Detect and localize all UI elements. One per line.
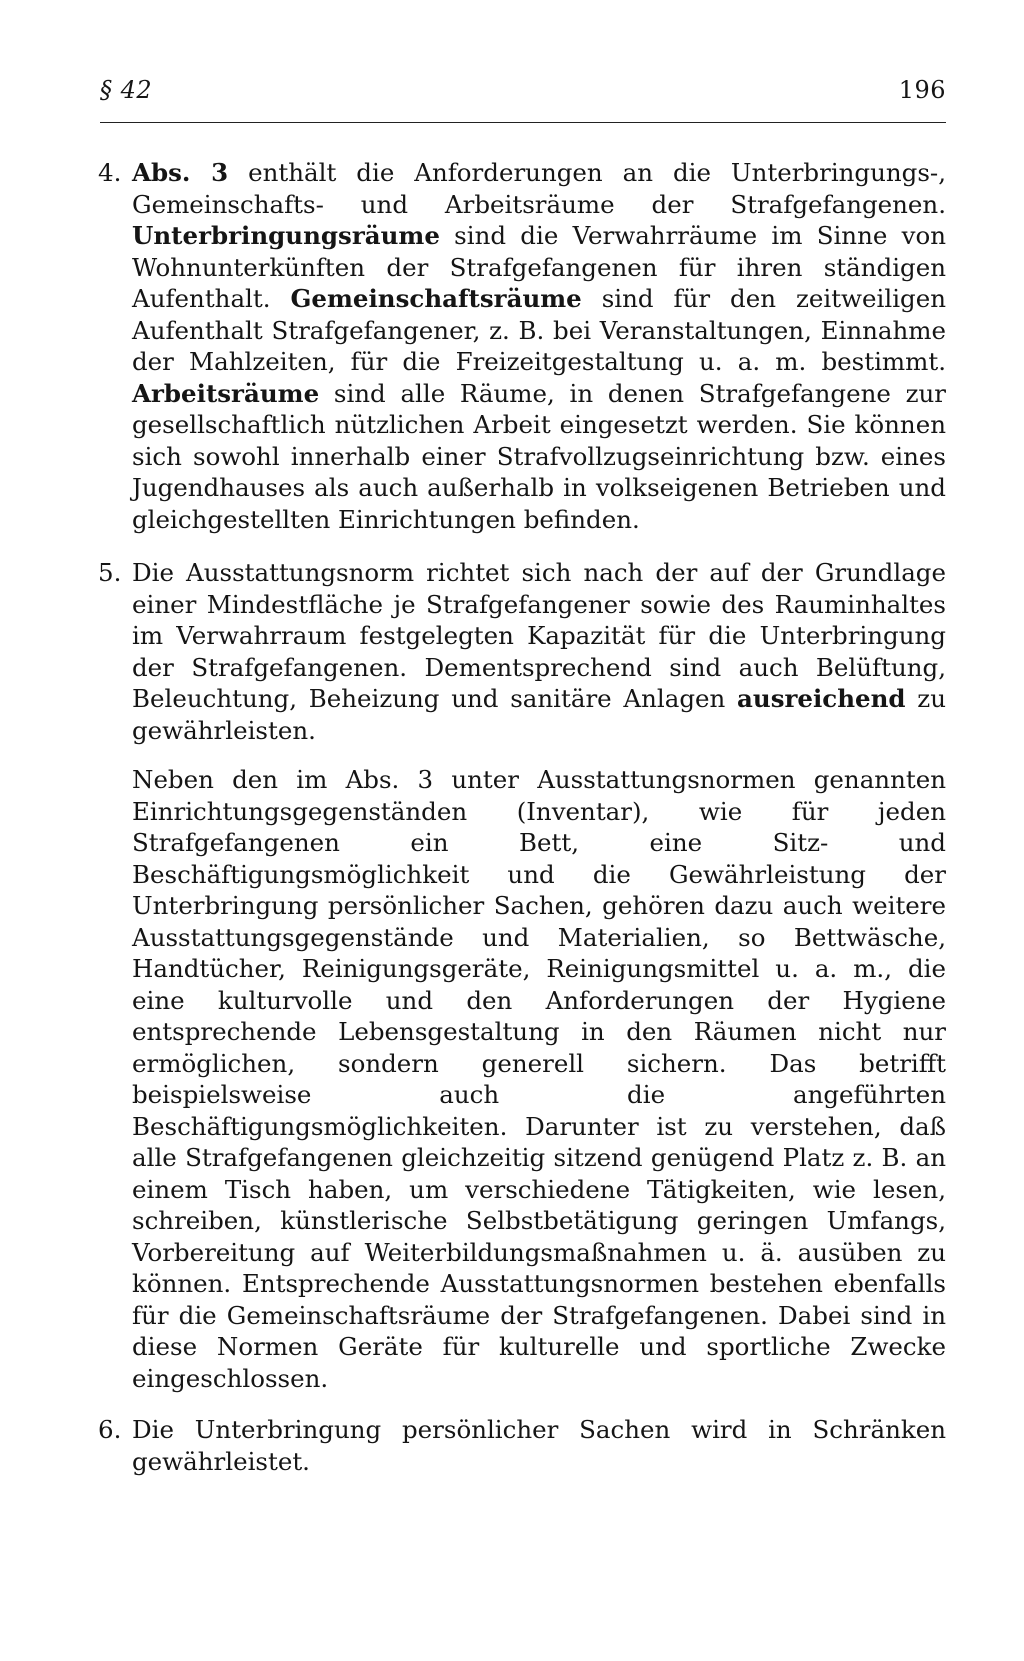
- note-item-6: [90, 1414, 946, 1477]
- text-run: sind für den zeitweiligen Aufenthalt Strafgefangener, z. B. bei Veranstaltungen, Einnahme der Mahlzeiten, für die Freizeitgestaltung u. a. m. bestimmt.: [132, 284, 946, 376]
- note-item-4: [90, 157, 946, 535]
- page-number: 196: [898, 76, 946, 104]
- bold-term: Unterbringungsräume: [132, 221, 440, 250]
- item-number: 4.: [98, 158, 122, 187]
- bold-term: Arbeitsräume: [132, 378, 320, 408]
- item-text: [132, 157, 946, 535]
- item-text: [132, 557, 946, 746]
- page-content: [90, 157, 946, 1499]
- page-header: [100, 76, 946, 123]
- item-5-continuation-paragraph: Neben den im Abs. 3 unter Ausstattungsnormen genannten Einrichtungsgegenständen (Inventar), wie für jeden Strafgefangenen ein Bett, eine Sitz- und Beschäftigungsmöglichkeit und die Gewährleistung der Unterbringung persönlicher Sachen, gehören dazu auch weitere Ausstattungsgegenstände und Materialien, so Bettwäsche, Handtücher, Reinigungsgeräte, Reinigungsmittel u. a. m., die eine kulturvolle und den Anforderungen der Hygiene entsprechende Lebensgestaltung in den Räumen nicht nur ermöglichen, sondern generell sichern. Das betrifft beispielsweise auch die angeführten Beschäftigungsmöglichkeiten. Darunter ist zu verstehen, daß alle Strafgefangenen gleichzeitig sitzend genügend Platz z. B. an einem Tisch haben, um verschiedene Tätigkeiten, wie lesen, schreiben, künstlerische Selbstbetätigung geringen Umfangs, Vorbereitung auf Weiterbildungsmaßnahmen u. ä. ausüben zu können. Entsprechende Ausstattungsnormen bestehen ebenfalls für die Gemeinschaftsräume der Strafgefangenen. Dabei sind in diese Normen Geräte für kulturelle und sportliche Zwecke eingeschlossen.: [132, 765, 946, 1393]
- text-run: Die Ausstattungsnorm richtet sich nach der auf der Grundlage einer Mindestfläche je Strafgefangener sowie des Rauminhaltes im Verwahrraum festgelegten Kapazität für die Unterbringung der Strafgefangenen. Dementsprechend sind auch Belüftung, Beleuchtung, Beheizung und sanitäre Anlagen: [132, 558, 946, 713]
- text-run: sind alle Räume, in denen Strafgefangene zur gesellschaftlich nützlichen Arbeit eingesetzt werden. Sie können sich sowohl innerhalb einer Strafvollzugseinrichtung bzw. eines Jugendhauses als auch außerhalb in volkseigenen Betrieben und gleichgestellten Einrichtungen befinden.: [132, 378, 946, 534]
- note-item-5: [90, 557, 946, 746]
- bold-term: ausreichend: [737, 684, 906, 713]
- item-number: 5.: [98, 558, 122, 587]
- section-reference: § 42: [100, 76, 153, 104]
- text-run: Die Unterbringung persönlicher Sachen wird in Schränken gewährleistet.: [132, 1415, 946, 1476]
- text-run: zu gewährleisten.: [132, 684, 946, 745]
- text-run: enthält die Anforderungen an die Unterbringungs-, Gemeinschafts- und Arbeitsräume der Strafgefangenen.: [132, 158, 946, 219]
- bold-term: Gemeinschaftsräume: [290, 284, 582, 313]
- item-text: [132, 1414, 946, 1477]
- item-number: 6.: [98, 1415, 122, 1444]
- text-run: sind die Verwahrräume im Sinne von Wohnunterkünften der Strafgefangenen für ihren ständigen Aufenthalt.: [132, 221, 946, 313]
- bold-term: Abs. 3: [132, 158, 229, 187]
